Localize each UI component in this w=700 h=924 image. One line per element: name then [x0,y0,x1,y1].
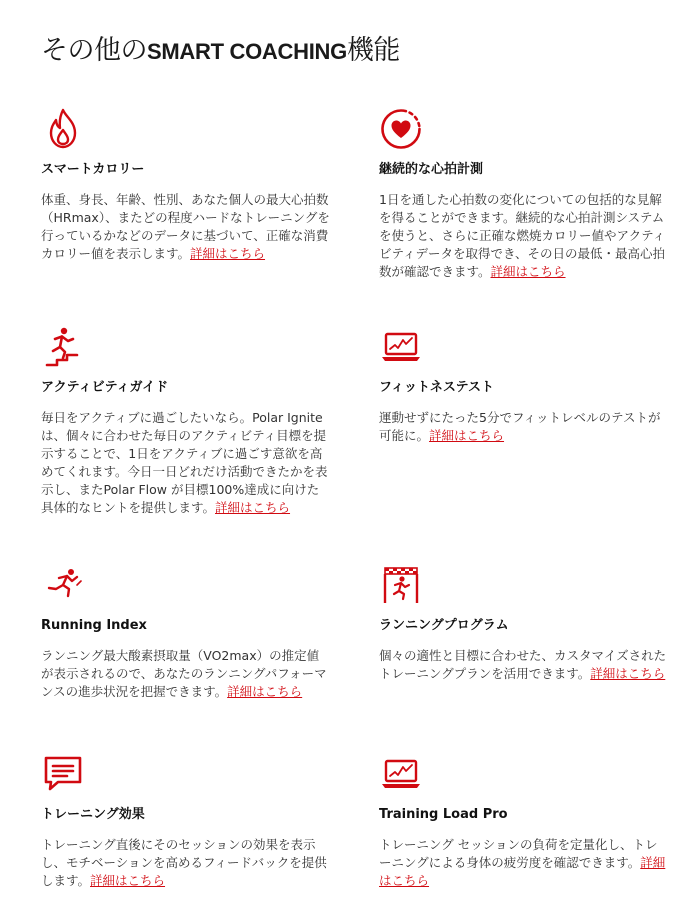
laptop-chart-icon [379,325,423,369]
heart-circle-icon [379,107,423,151]
details-link[interactable]: 詳細はこちら [379,855,666,888]
title-suffix: 機能 [346,35,400,66]
feature-training-benefit [41,752,331,890]
feature-title: トレーニング効果 [41,807,145,822]
feature-title: スマートカロリー [41,162,145,177]
feature-description: 体重、身長、年齢、性別、あなた個人の最大心拍数（HRmax）、またどの程度ハードなトレーニングを行っているかなどのデータに基づいて、正確な消費カロリー値を表示します。詳細はこちら [41,192,330,261]
feature-description: 毎日をアクティブに過ごしたいなら。Polar Igniteは、個々に合わせた毎日のアクティビティ目標を提示することで、1日をアクティブに過ごす意欲を高めてくれます。今日一日どれだけ活動できたかを表示し、またPolar Flow が目標100%達成に向けた具体的なヒントを提供します。詳細はこちら [41,410,328,515]
flame-icon [41,107,85,151]
finish-line-runner-icon [379,563,423,607]
feature-title: 継続的な心拍計測 [379,162,484,177]
feature-description: トレーニング直後にそのセッションの効果を表示し、モチベーションを高めるフィードバックを提供します。詳細はこちら [41,837,327,888]
feature-smart-calories [41,107,331,263]
feature-description: ランニング最大酸素摂取量（VO2max）の推定値が表示されるので、あなたのランニングパフォーマンスの進歩状況を把握できます。詳細はこちら [41,648,327,699]
page-title [41,28,400,67]
details-link[interactable]: 詳細はこちら [429,428,505,443]
title-prefix: その他の [41,35,147,66]
details-link[interactable]: 詳細はこちら [190,246,266,261]
laptop-chart-icon [379,752,423,796]
feature-title: Training Load Pro [379,807,508,822]
feature-fitness-test [379,325,669,445]
details-link[interactable]: 詳細はこちら [215,500,291,515]
details-link[interactable]: 詳細はこちら [227,684,303,699]
feature-description: 個々の適性と目標に合わせた、カスタマイズされたトレーニングプランを活用できます。詳細はこちら [379,648,667,681]
feature-description: トレーニング セッションの負荷を定量化し、トレーニングによる身体の疲労度を確認できます。詳細はこちら [379,837,666,888]
details-link[interactable]: 詳細はこちら [90,873,166,888]
speech-bubble-icon [41,752,85,796]
title-brand: SMART COACHING [147,39,347,64]
stairs-runner-icon [41,325,85,369]
feature-description: 1日を通した心拍数の変化についての包括的な見解を得ることができます。継続的な心拍計測システムを使うと、さらに正確な燃焼カロリー値やアクティビティデータを取得でき、その日の最低・最高心拍数が確認できます。詳細はこちら [379,192,666,279]
feature-continuous-heart-rate [379,107,669,281]
feature-title: ランニングプログラム [379,618,509,633]
details-link[interactable]: 詳細はこちら [590,666,666,681]
feature-running-index [41,563,331,701]
feature-training-load-pro [379,752,669,890]
running-figure-icon [41,563,85,607]
details-link[interactable]: 詳細はこちら [490,264,566,279]
feature-running-program [379,563,669,683]
feature-title: フィットネステスト [379,380,495,395]
feature-description: 運動せずにたった5分でフィットレベルのテストが可能に。詳細はこちら [379,410,661,443]
feature-activity-guide [41,325,331,517]
feature-title: Running Index [41,618,147,633]
feature-title: アクティビティガイド [41,380,169,395]
